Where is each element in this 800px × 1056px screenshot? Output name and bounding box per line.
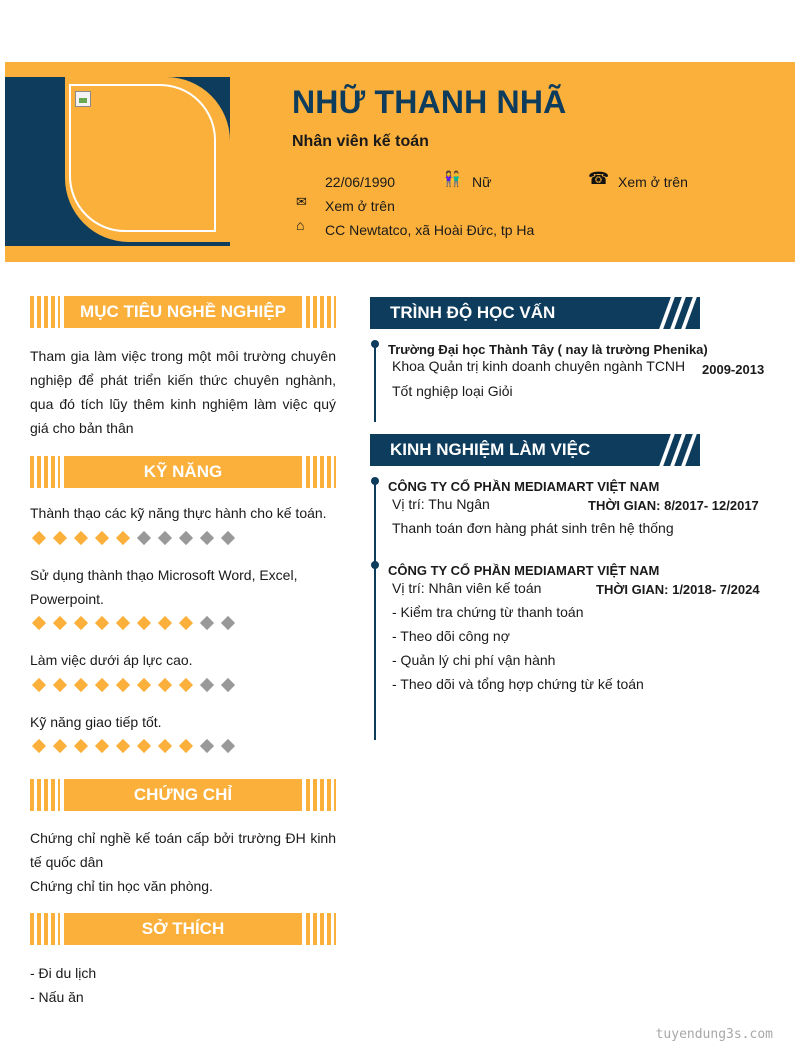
rating-diamond-filled: [179, 616, 193, 630]
stripe-decoration: [306, 779, 336, 811]
section-header-skills: [30, 456, 336, 488]
address: CC Newtatco, xã Hoài Đức, tp Ha: [325, 222, 535, 238]
stripe-decoration: [306, 913, 336, 945]
section-title: MỤC TIÊU NGHỀ NGHIỆP: [64, 296, 302, 328]
rating-diamond-filled: [53, 678, 67, 692]
rating-diamond-filled: [53, 531, 67, 545]
rating-diamond-filled: [95, 739, 109, 753]
rating-diamond-filled: [116, 531, 130, 545]
job-time: THỜI GIAN: 1/2018- 7/2024: [596, 582, 760, 597]
avatar[interactable]: [75, 91, 91, 107]
rating-diamond-filled: [179, 739, 193, 753]
skill-item: Làm việc dưới áp lực cao.: [30, 652, 193, 668]
stripe-decoration: [30, 913, 60, 945]
section-title: SỞ THÍCH: [64, 913, 302, 945]
job-time: THỜI GIAN: 8/2017- 12/2017: [588, 498, 759, 513]
section-title: TRÌNH ĐỘ HỌC VẤN: [390, 303, 556, 322]
rating-diamond-filled: [158, 616, 172, 630]
gender-icon: 👫: [443, 171, 462, 188]
gender: Nữ: [472, 174, 492, 190]
home-icon: ⌂: [296, 217, 305, 233]
stripe-decoration: [306, 456, 336, 488]
education-result: Tốt nghiệp loại Giỏi: [392, 383, 513, 399]
rating-diamond-filled: [95, 616, 109, 630]
rating-diamond-filled: [95, 678, 109, 692]
rating-diamond-filled: [53, 616, 67, 630]
rating-diamond-empty: [179, 531, 193, 545]
candidate-name: NHỮ THANH NHÃ: [292, 84, 567, 120]
section-header-education: [370, 297, 700, 329]
section-header-objective: [30, 296, 336, 328]
rating-diamond-filled: [32, 678, 46, 692]
faculty: Khoa Quản trị kinh doanh chuyên ngành TCNH: [392, 358, 686, 374]
skill-item: Kỹ năng giao tiếp tốt.: [30, 714, 162, 730]
job-position: Vị trí: Nhân viên kế toán: [392, 580, 542, 596]
rating-diamond-empty: [221, 616, 235, 630]
certificate-text: Chứng chỉ tin học văn phòng.: [30, 878, 213, 894]
rating-diamond-empty: [200, 739, 214, 753]
rating-diamond-empty: [200, 616, 214, 630]
section-title: KỸ NĂNG: [64, 456, 302, 488]
job-duty: - Theo dõi công nợ: [392, 628, 510, 644]
rating-diamond-filled: [32, 739, 46, 753]
phone: Xem ở trên: [618, 174, 688, 190]
stripe-decoration: [30, 456, 60, 488]
rating-diamond-empty: [137, 531, 151, 545]
job-duty: - Theo dõi và tổng hợp chứng từ kế toán: [392, 676, 644, 692]
rating-diamond-filled: [158, 678, 172, 692]
rating-diamond-filled: [53, 739, 67, 753]
school-name: Trường Đại học Thành Tây ( nay là trường Phenika): [388, 342, 708, 357]
hobby-item: - Nấu ăn: [30, 989, 84, 1005]
rating-diamond-filled: [137, 739, 151, 753]
skill-item: Sử dụng thành thạo Microsoft Word, Excel, Powerpoint.: [30, 567, 298, 607]
photo-border: [69, 84, 216, 232]
rating-diamond-filled: [116, 739, 130, 753]
timeline-dot: [371, 561, 379, 569]
rating-diamond-filled: [116, 616, 130, 630]
watermark: tuyendung3s.com: [655, 1027, 773, 1042]
education-years: 2009-2013: [702, 362, 765, 377]
rating-diamond-filled: [74, 531, 88, 545]
phone-icon: ☎: [588, 169, 610, 188]
rating-diamond-empty: [200, 531, 214, 545]
job-position: Vị trí: Thu Ngân: [392, 496, 490, 512]
timeline-line: [374, 482, 376, 740]
rating-diamond-filled: [74, 678, 88, 692]
job-title: Nhân viên kế toán: [292, 133, 429, 150]
certificate-text: Chứng chỉ nghề kế toán cấp bởi trường ĐH kinh tế quốc dân: [30, 830, 336, 870]
section-header-hobbies: [30, 913, 336, 945]
rating-diamond-filled: [32, 531, 46, 545]
section-header-certificates: [30, 779, 336, 811]
section-title: KINH NGHIỆM LÀM VIỆC: [390, 440, 591, 459]
objective-text: Tham gia làm việc trong một môi trường chuyên nghiệp để phát triển kiến thức chuyên nghành, qua đó tích lũy thêm kinh nghiệm làm việc quý giá cho bản thân: [30, 348, 336, 436]
section-title: CHỨNG CHỈ: [64, 779, 302, 811]
section-header-experience: [370, 434, 700, 466]
stripe-decoration: [306, 296, 336, 328]
job-duty: - Kiểm tra chứng từ thanh toán: [392, 604, 584, 620]
rating-diamond-empty: [221, 739, 235, 753]
rating-diamond-filled: [116, 678, 130, 692]
skill-item: Thành thạo các kỹ năng thực hành cho kế toán.: [30, 505, 327, 521]
timeline-dot: [371, 340, 379, 348]
rating-diamond-filled: [179, 678, 193, 692]
rating-diamond-filled: [137, 678, 151, 692]
rating-diamond-filled: [137, 616, 151, 630]
hobby-item: - Đi du lịch: [30, 965, 97, 981]
rating-diamond-filled: [74, 616, 88, 630]
rating-diamond-filled: [32, 616, 46, 630]
rating-diamond-empty: [221, 678, 235, 692]
timeline-dot: [371, 477, 379, 485]
email: Xem ở trên: [325, 198, 395, 214]
stripe-decoration: [30, 296, 60, 328]
job-duty: - Quản lý chi phí vận hành: [392, 652, 556, 668]
rating-diamond-empty: [200, 678, 214, 692]
rating-diamond-empty: [158, 531, 172, 545]
rating-diamond-empty: [221, 531, 235, 545]
company-name: CÔNG TY CỔ PHẦN MEDIAMART VIỆT NAM: [388, 563, 660, 578]
envelope-icon: ✉: [296, 194, 307, 209]
header-banner: [5, 62, 795, 262]
timeline-line: [374, 344, 376, 422]
rating-diamond-filled: [74, 739, 88, 753]
rating-diamond-filled: [158, 739, 172, 753]
birthday: 22/06/1990: [325, 174, 396, 190]
company-name: CÔNG TY CỔ PHẦN MEDIAMART VIỆT NAM: [388, 479, 660, 494]
job-duty: Thanh toán đơn hàng phát sinh trên hệ thống: [392, 520, 674, 536]
stripe-decoration: [30, 779, 60, 811]
rating-diamond-filled: [95, 531, 109, 545]
